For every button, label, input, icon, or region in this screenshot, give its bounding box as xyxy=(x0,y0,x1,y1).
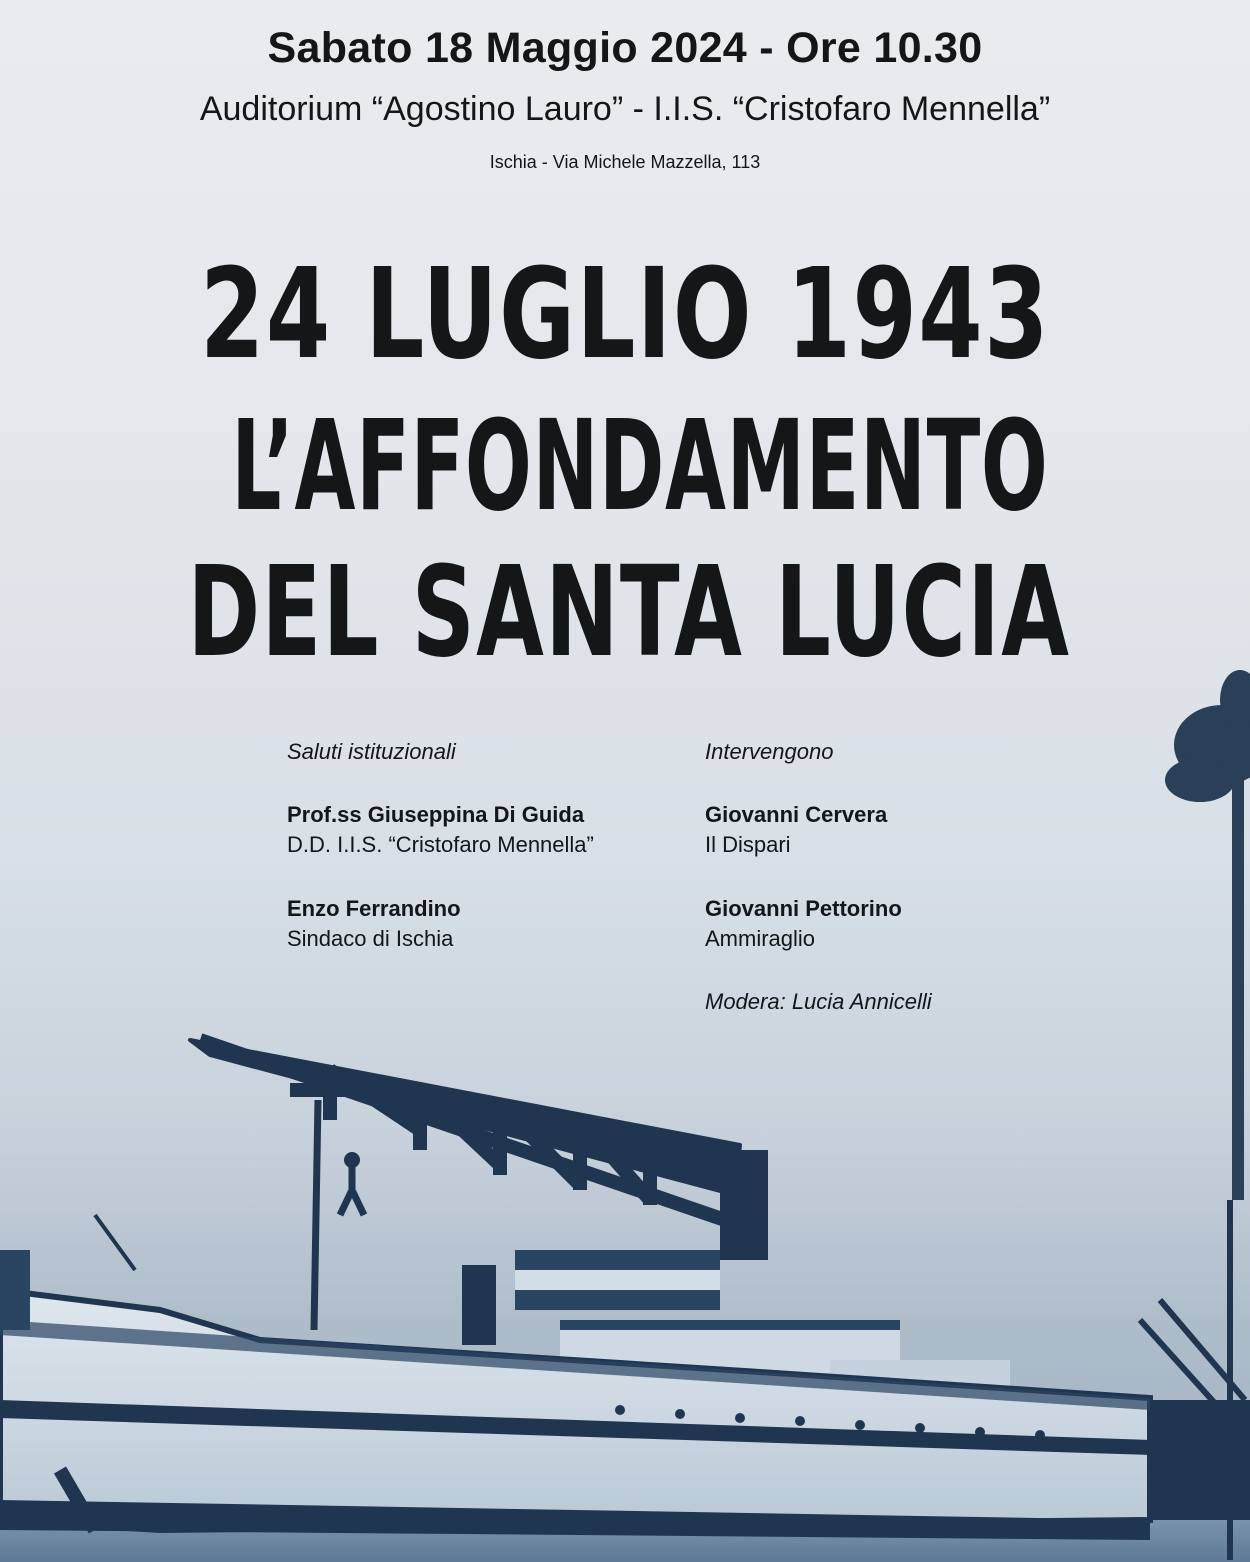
crane-arm xyxy=(190,1040,740,1220)
greetings-heading: Saluti istituzionali xyxy=(287,739,456,764)
speaker-name: Enzo Ferrandino xyxy=(287,896,461,921)
speaker-entry xyxy=(705,894,1125,954)
speaker-role: Ammiraglio xyxy=(705,926,816,951)
speaker-role: Il Dispari xyxy=(705,832,791,857)
ship-mast xyxy=(95,1100,364,1330)
speaker-entry xyxy=(287,800,687,860)
speaker-role: D.D. I.I.S. “Cristofaro Mennella” xyxy=(287,832,594,857)
title-line-event: L’AFFONDAMENTO xyxy=(231,394,1049,539)
ship-funnel xyxy=(462,1265,496,1345)
speaker-role: Sindaco di Ischia xyxy=(287,926,454,951)
speaker-name: Giovanni Pettorino xyxy=(705,896,902,921)
talks-column xyxy=(705,738,1125,1038)
crane-tower xyxy=(720,1150,768,1260)
event-venue: Auditorium “Agostino Lauro” - I.I.S. “Cristofaro Mennella” xyxy=(199,90,1051,128)
event-address: Ischia - Via Michele Mazzella, 113 xyxy=(489,152,761,172)
greetings-column xyxy=(287,738,687,988)
event-date-time: Sabato 18 Maggio 2024 - Ore 10.30 xyxy=(267,24,983,72)
speaker-name: Giovanni Cervera xyxy=(705,802,888,827)
talks-heading: Intervengono xyxy=(705,739,834,764)
speaker-name: Prof.ss Giuseppina Di Guida xyxy=(287,802,585,827)
moderator-line: Modera: Lucia Annicelli xyxy=(705,989,932,1014)
title-line-ship: DEL SANTA LUCIA xyxy=(187,540,1071,685)
speaker-entry xyxy=(287,894,687,954)
title-line-date: 24 LUGLIO 1943 xyxy=(200,242,1050,387)
speaker-entry xyxy=(705,800,1125,860)
tree-silhouette xyxy=(1165,670,1250,1200)
